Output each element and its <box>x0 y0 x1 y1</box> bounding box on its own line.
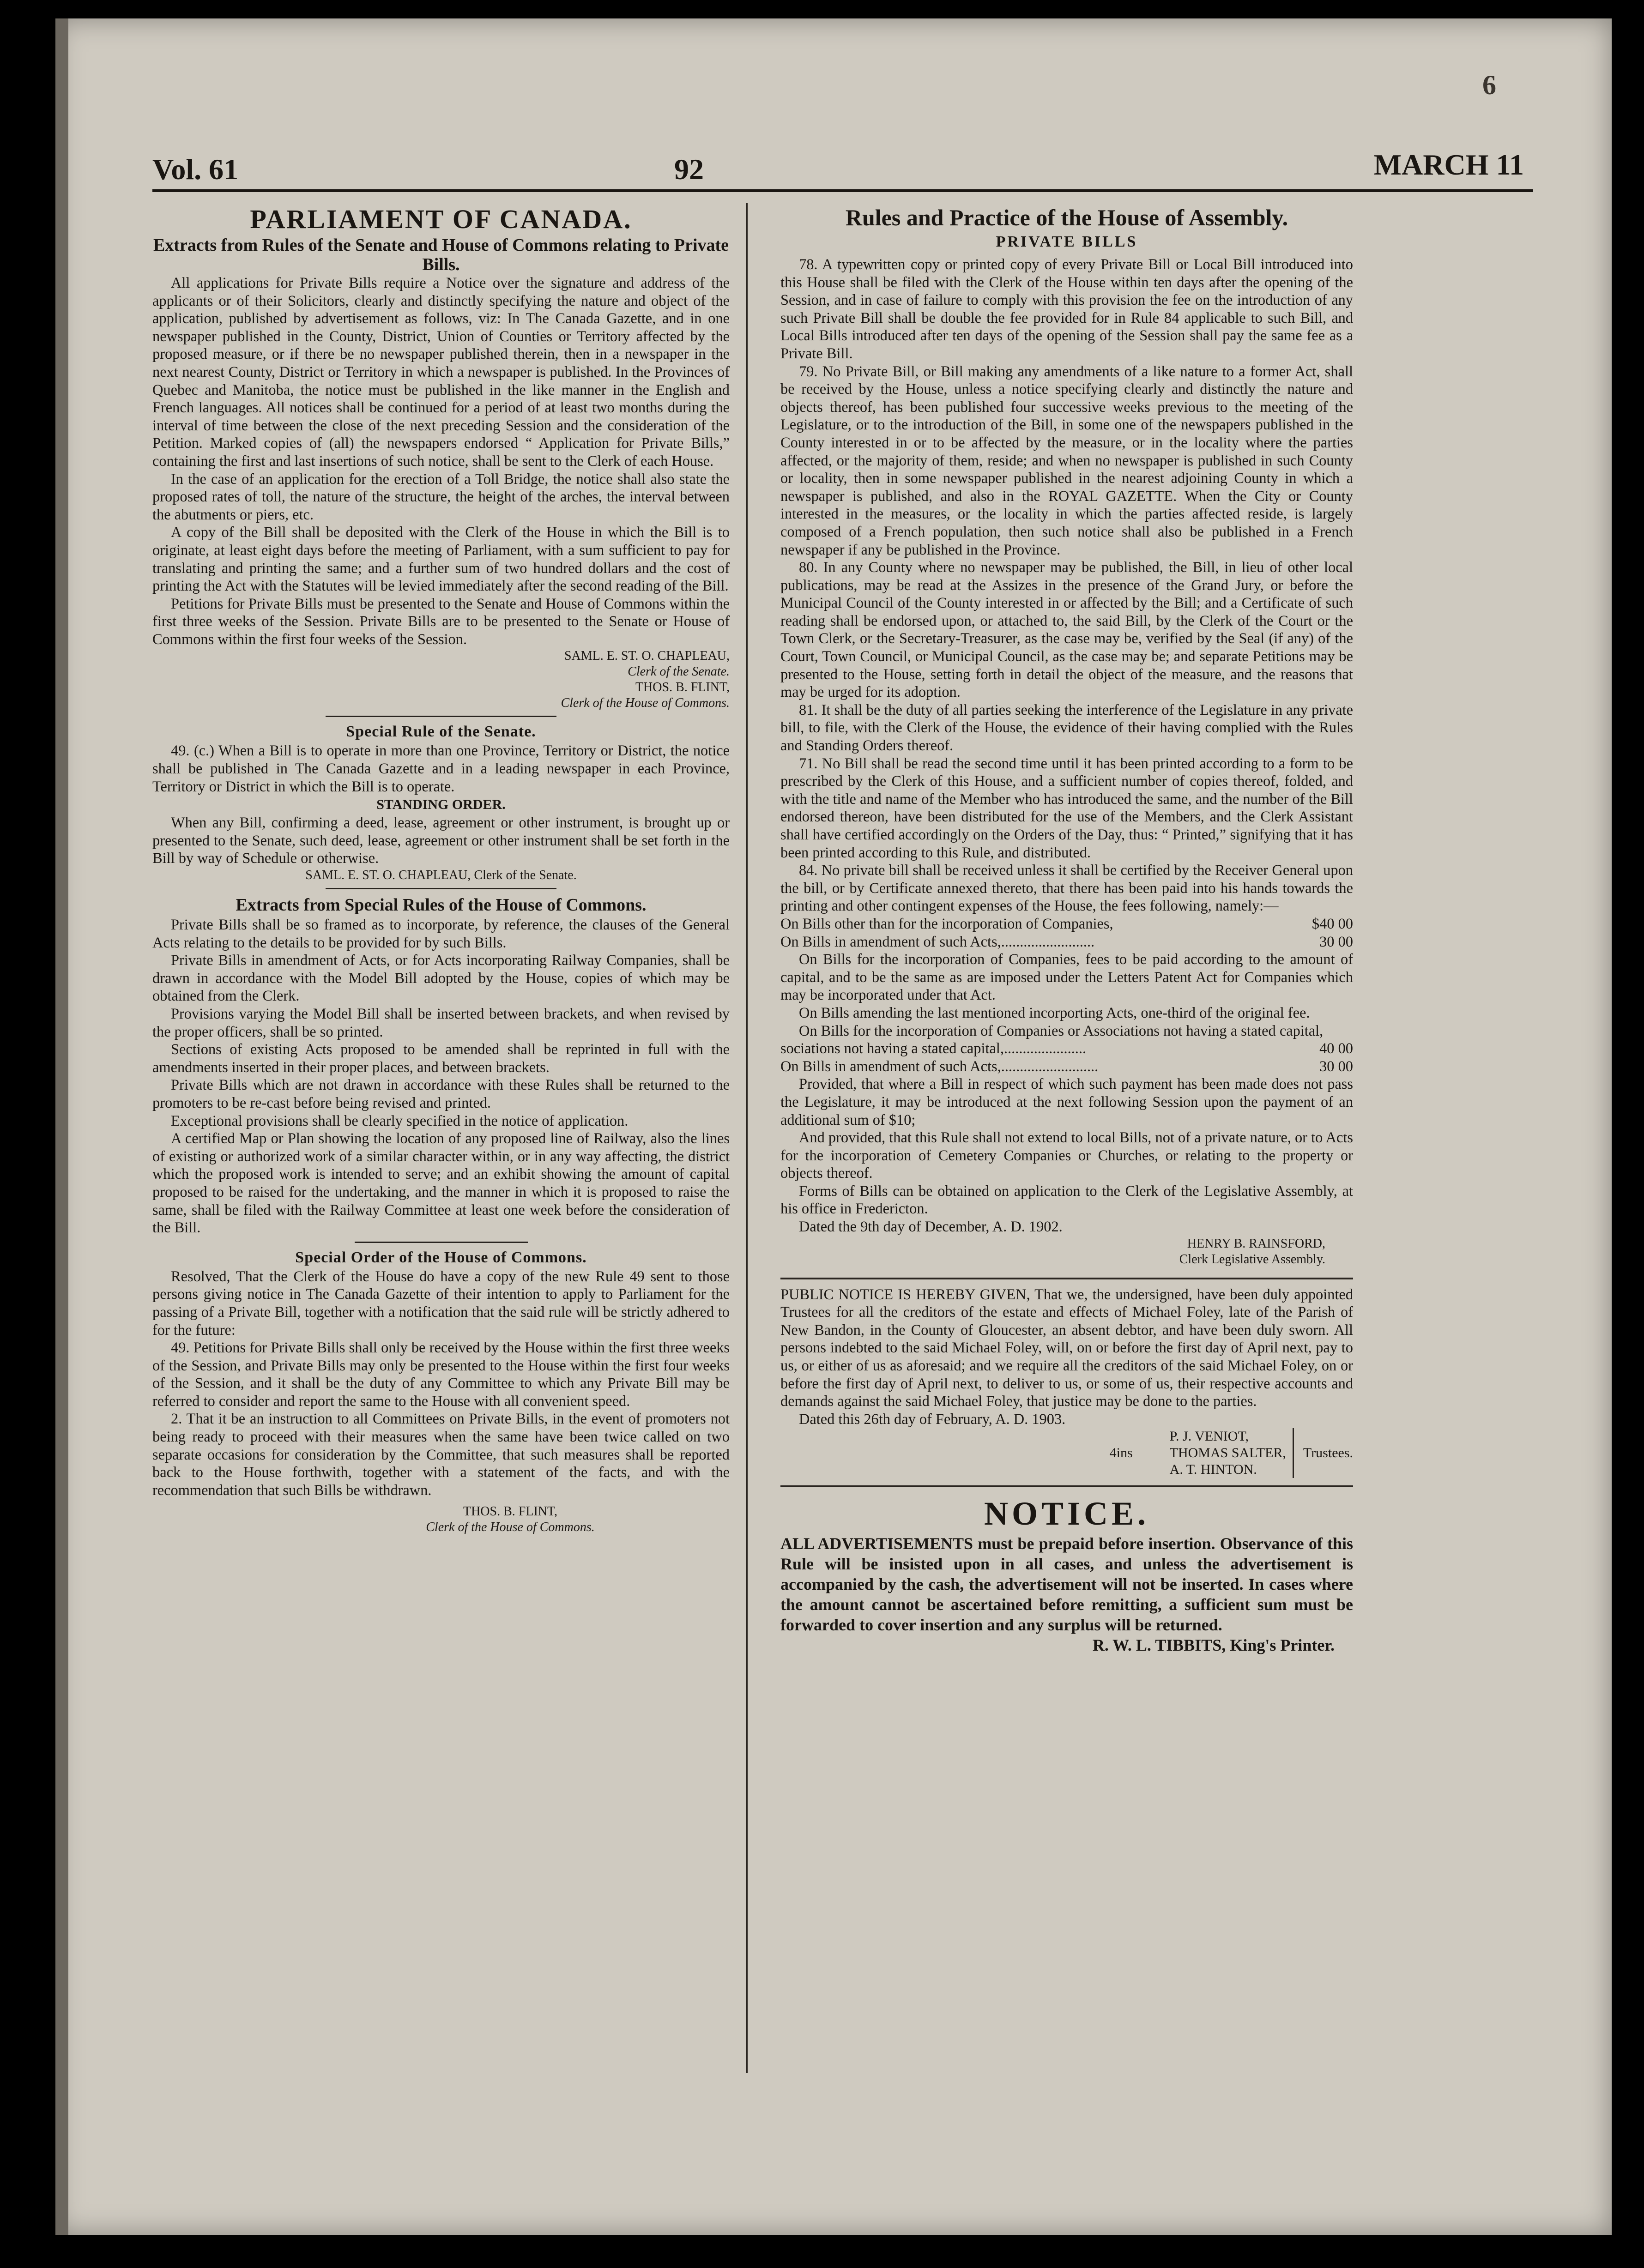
signature-block <box>780 1236 1325 1267</box>
left-para: Provisions varying the Model Bill shall be inserted between brackets, and when revised by the proper officers, shall be so printed. <box>152 1006 730 1040</box>
section-title: Special Order of the House of Commons. <box>295 1249 587 1266</box>
notice-section <box>780 1485 1353 1655</box>
page-header <box>152 139 1524 194</box>
header-rule <box>152 189 1533 192</box>
signature-title: Clerk of the Senate. <box>628 664 730 679</box>
left-para: All applications for Private Bills require a Notice over the signature and address of the applicants or of their Solicitors, clearly and distinctly specifying the nature and object of the application, published by advertisement as follows, viz: In The Canada Gazette, and in one newspaper published in the County, District, Union of Counties or Territory affected by the proposed measure, or if there be no newspaper published therein, then in a newspaper in the next nearest County, District or Territory in which a newspaper is published. In the Provinces of Quebec and Manitoba, the notice must be published in the like manner in the English and French languages. All notices shall be continued for a period of at least two months during the interval of time between the close of the next preceding Session and the consideration of the Petition. Marked copies of (all) the newspapers endorsed “ Application for Private Bills,” containing the first and last insertions of such notice, shall be sent to the Clerk of each House. <box>152 275 730 470</box>
left-para: When any Bill, confirming a deed, lease, agreement or other instrument, is brought up or presented to the Senate, such deed, lease, agreement or other instrument shall be set forth in the Bill by way of Schedule or otherwise. <box>152 814 730 867</box>
signature-title: Clerk Legislative Assembly. <box>1179 1252 1325 1267</box>
signature-block <box>152 648 730 711</box>
column-rule <box>746 203 748 2073</box>
signature-name: THOS. B. FLINT, <box>463 1504 558 1519</box>
trustee-name: P. J. VENIOT, <box>1169 1429 1249 1444</box>
trustees-block <box>780 1428 1353 1478</box>
fee-row: On Bills in amendment of such Acts,......................... 30 00 <box>780 933 1353 950</box>
section-title: Special Rule of the Senate. <box>346 723 536 741</box>
section-title: Extracts from Special Rules of the House of Commons. <box>236 895 647 915</box>
public-notice <box>780 1278 1353 1478</box>
notice-title: NOTICE. <box>984 1495 1150 1532</box>
left-para: Sections of existing Acts proposed to be amended shall be reprinted in full with the amendments inserted in their proper places, and between brackets. <box>152 1041 730 1076</box>
signature-name: HENRY B. RAINSFORD, <box>1187 1236 1325 1251</box>
left-column <box>152 203 730 1535</box>
signature-name: SAML. E. ST. O. CHAPLEAU, <box>564 649 730 664</box>
right-column <box>780 203 1353 1655</box>
right-para: 84. No private bill shall be received unless it shall be certified by the Receiver General upon the bill, or by Certificate annexed thereto, that there has been paid into his hands towards the printing and other contingent expenses of the House, the fees following, namely:— <box>780 862 1353 915</box>
left-para: Private Bills which are not drawn in accordance with these Rules shall be returned to the promoters to be re-cast before being revised and printed. <box>152 1077 730 1111</box>
notice-signature: R. W. L. TIBBITS, King's Printer. <box>1092 1636 1335 1655</box>
divider <box>355 1242 528 1243</box>
right-para: On Bills amending the last mentioned incorporting Acts, one-third of the original fee. <box>799 1004 1310 1021</box>
right-para: 78. A typewritten copy or printed copy of every Private Bill or Local Bill introduced into this House shall be filed with the Clerk of the House within ten days after the opening of the Session, and in case of failure to comply with this provision the fee on the introduction of any such Private Bill shall be double the fee provided for in Rule 84 applicable to such Bill, and Local Bills introduced after ten days of the opening of the Session shall pay the same fee as a Private Bill. <box>780 256 1353 362</box>
binding-edge <box>55 18 68 2235</box>
notice-body: ALL ADVERTISEMENTS must be prepaid before insertion. Observance of this Rule will be insisted upon in all cases, and unless the advertisement is accompanied by the cash, the advertisement will not be inserted. In cases where the amount cannot be ascertained before remitting, a sufficient sum must be forwarded to cover insertion and any surplus will be returned. <box>780 1534 1353 1635</box>
left-para: 49. (c.) When a Bill is to operate in more than one Province, Territory or District, the notice shall be published in The Canada Gazette and in a leading newspaper in each Province, Territory or District in which the Bill is to operate. <box>152 742 730 795</box>
divider <box>326 888 556 889</box>
right-para: On Bills for the incorporation of Companies or Associations not having a stated capital, <box>799 1022 1324 1039</box>
left-para: In the case of an application for the erection of a Toll Bridge, the notice shall also state the proposed rates of toll, the nature of the structure, the height of the arches, the interval between the abutments or piers, etc. <box>152 470 730 523</box>
right-para: 80. In any County where no newspaper may be published, the Bill, in lieu of other local publications, may be read at the Assizes in the presence of the Grand Jury, or before the Municipal Council of the County interested in or affected by the Bill; and a Certificate of such reading shall be endorsed upon, or attached to, the said Bill, by the Clerk of the Court or the Town Clerk, or the Secretary-Treasurer, as the case may be, verified by the Seal (if any) of the Court, Town Council, or Municipal Council, as the case may be; and separate Petitions may be presented to the House, setting forth in detail the object of the measure, and the reasons that may be urged for its adoption. <box>780 559 1353 701</box>
signature-name: THOS. B. FLINT, <box>635 680 730 695</box>
extracts-subtitle: Extracts from Rules of the Senate and House of Commons relating to Private Bills. <box>153 235 729 274</box>
signature-title: Clerk of the House of Commons. <box>561 696 730 711</box>
section-title: STANDING ORDER. <box>376 797 506 813</box>
left-para: Private Bills in amendment of Acts, or for Acts incorporating Railway Companies, shall be drawn in accordance with the Model Bill adopted by the House, copies of which may be obtained from the Clerk. <box>152 952 730 1005</box>
left-para: A copy of the Bill shall be deposited with the Clerk of the House in which the Bill is to originate, at least eight days before the meeting of Parliament, with a sum sufficient to pay for translating and printing the same; and a further sum of two hundred dollars and the cost of printing the Act with the Statutes will be levied immediately after the second reading of the Bill. <box>152 524 730 595</box>
issue-date: MARCH 11 <box>1373 148 1524 181</box>
left-para: Exceptional provisions shall be clearly specified in the notice of application. <box>171 1112 629 1129</box>
right-para: And provided, that this Rule shall not extend to local Bills, not of a private nature, or to Acts for the incorporation of Cemetery Companies or Churches, or relating to the property or objects thereof. <box>780 1129 1353 1182</box>
public-notice-text: PUBLIC NOTICE IS HEREBY GIVEN, That we, the undersigned, have been duly appointed Trustees for all the creditors of the estate and effects of Michael Foley, late of the Parish of New Bandon, in the County of Gloucester, an absent debtor, and have been duly sworn. All persons indebted to the said Michael Foley, will, on or before the first day of April next, pay to us, or either of us as aforesaid; and we require all the creditors of the said Michael Foley, on or before the first day of April next, to deliver to us, or some of us, their respective accounts and demands against the said Michael Foley, that justice may be done to the parties. <box>780 1286 1353 1410</box>
trustee-name: THOMAS SALTER, <box>1169 1445 1286 1461</box>
volume-label: Vol. 61 <box>152 153 239 186</box>
right-para: 81. It shall be the duty of all parties seeking the interference of the Legislature in any private bill, to file, with the Clerk of the House, the evidence of their having complied with the Rules and Standing Orders thereof. <box>780 701 1353 754</box>
insertions-label: 4ins <box>1109 1445 1133 1461</box>
public-notice-dated: Dated this 26th day of February, A. D. 1903. <box>799 1411 1066 1428</box>
trustees-label: Trustees. <box>1303 1445 1353 1461</box>
signature-block <box>291 1504 730 1535</box>
right-para: 79. No Private Bill, or Bill making any amendments of a like nature to a former Act, shall be received by the House, unless a notice specifying clearly and distinctly the nature and objects thereof, has been published four successive weeks previous to the meeting of the Legislature, or to the introduction of the Bill, in some one of the newspapers published in the County interested in or to be affected by the measure, or in the locality where the parties affected, or the majority of them, reside; and when no newspaper is published in such County or locality, then in some newspaper published in the nearest adjoining County in which a newspaper is published, and also in the ROYAL GAZETTE. When the City or County interested in the measures, or the locality in which the parties affected reside, is largely composed of a French population, then such notice shall also be published in a French newspaper if any be published in the Province. <box>780 363 1353 558</box>
parliament-title: PARLIAMENT OF CANADA. <box>250 204 632 234</box>
trustee-name: A. T. HINTON. <box>1169 1462 1257 1478</box>
left-para: Resolved, That the Clerk of the House do have a copy of the new Rule 49 sent to those persons giving notice in The Canada Gazette of their intention to apply to Parliament for the passing of a Private Bill, together with a notification that the said rule will be strictly adhered to for the future: <box>152 1268 730 1339</box>
right-para: Provided, that where a Bill in respect of which such payment has been made does not pass the Legislature, it may be introduced at the next following Session upon the payment of an additional sum of $10; <box>780 1076 1353 1128</box>
assembly-title: Rules and Practice of the House of Assembly. <box>845 205 1288 230</box>
left-para: A certified Map or Plan showing the location of any proposed line of Railway, also the lines of existing or authorized work of a similar character within, or in any way affecting, the district which the proposed work is intended to serve; and an exhibit showing the amount of capital proposed to be raised for the undertaking, and the manner in which it is proposed to raise the same, shall be filed with the Railway Committee at least one week before the consideration of the Bill. <box>152 1130 730 1237</box>
corner-mark: 6 <box>1482 70 1496 100</box>
fee-row: On Bills other than for the incorporation of Companies, $40 00 <box>780 915 1353 932</box>
signature-name: SAML. E. ST. O. CHAPLEAU, Clerk of the Senate. <box>305 868 577 883</box>
divider <box>326 716 556 717</box>
signature-title: Clerk of the House of Commons. <box>426 1520 595 1535</box>
left-para: Petitions for Private Bills must be presented to the Senate and House of Commons within the first three weeks of the Session. Private Bills are to be presented to the Senate or House of Commons within the first four weeks of the Session. <box>152 595 730 648</box>
left-para: Private Bills shall be so framed as to incorporate, by reference, the clauses of the General Acts relating to the details to be provided for by such Bills. <box>152 917 730 951</box>
left-para: 49. Petitions for Private Bills shall only be received by the House within the first three weeks of the Session, and Private Bills may only be presented to the House within the first four weeks of the Session, and it shall be the duty of any Committee to which any Private Bill may be referred to consider and report the same to the House with all convenient speed. <box>152 1339 730 1410</box>
trustee-names <box>1170 1428 1294 1478</box>
fee-row: On Bills in amendment of such Acts,.......................... 30 00 <box>780 1058 1353 1075</box>
right-para: Dated the 9th day of December, A. D. 1902. <box>799 1218 1063 1236</box>
page-number: 92 <box>674 153 704 186</box>
left-para: 2. That it be an instruction to all Committees on Private Bills, in the event of promoters not being ready to proceed with their measures when the same have been twice called on two separate occasions for consideration by the Committee, that such measures shall be reported back to the House forthwith, together with a statement of the facts, and with the recommendation that such Bills be withdrawn. <box>152 1411 730 1499</box>
right-para: Forms of Bills can be obtained on application to the Clerk of the Legislative Assembly, at his office in Fredericton. <box>780 1182 1353 1218</box>
right-para: 71. No Bill shall be read the second time until it has been printed according to a form to be prescribed by the Clerk of this House, and a sufficient number of copies thereof, folded, and with the title and name of the Member who has introduced the same, and the number of the Bill endorsed thereon, have been distributed for the use of the Members, and the Clerk Assistant shall have certified accordingly on the Orders of the Day, thus: “ Printed,” signifying that it has been printed according to this Rule, and distributed. <box>780 755 1353 861</box>
private-bills-subtitle: PRIVATE BILLS <box>996 233 1138 250</box>
fee-row: sociations not having a stated capital,...................... 40 00 <box>780 1040 1353 1057</box>
right-para: On Bills for the incorporation of Companies, fees to be paid according to the amount of capital, and to be the same as are imposed under the Letters Patent Act for Companies which may be incorporated under that Act. <box>780 951 1353 1004</box>
